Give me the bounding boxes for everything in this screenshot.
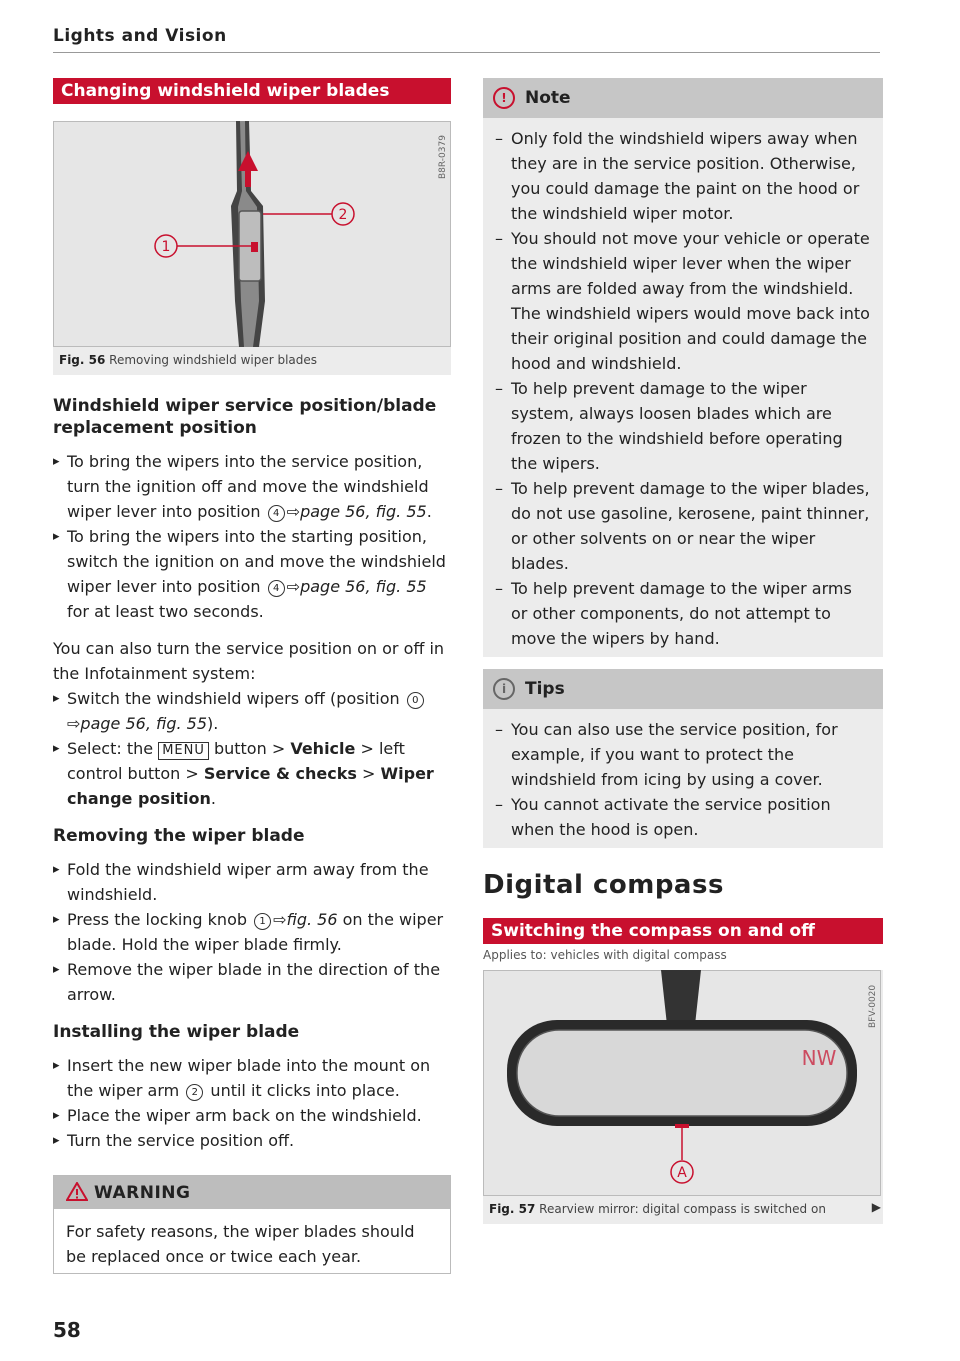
note-item: – To help prevent damage to the wiper arms or other components, do not attempt to move the wipers by hand. bbox=[493, 576, 873, 651]
step-switch-off: ▸ Switch the windshield wipers off (position 0 ⇨page 56, fig. 55). bbox=[53, 686, 451, 736]
xref-link[interactable]: page 56, fig. 55 bbox=[80, 714, 208, 733]
left-column bbox=[53, 78, 451, 1274]
position-0-icon: 0 bbox=[407, 692, 424, 709]
warning-triangle-icon bbox=[66, 1182, 88, 1201]
step-select-menu: ▸ Select: the MENU button > Vehicle > left control button > Service & checks > Wiper change position. bbox=[53, 736, 451, 811]
step-remove-1: ▸ Fold the windshield wiper arm away from the windshield. bbox=[53, 857, 451, 907]
fig56-code: B8R-0379 bbox=[438, 135, 448, 179]
note-item: – You should not move your vehicle or operate the windshield wiper lever when the wiper arms are folded away from the windshield. The windshield wipers would move back into their original position and could damage the hood and windshield. bbox=[493, 226, 873, 376]
tips-list bbox=[483, 709, 883, 848]
steps-service bbox=[53, 449, 451, 624]
step-install-2: ▸ Place the wiper arm back on the windshield. bbox=[53, 1103, 451, 1128]
fig56-label: Fig. 56 bbox=[59, 353, 106, 367]
note-exclamation-icon: ! bbox=[493, 87, 515, 109]
fig56-caption bbox=[53, 347, 451, 375]
fig57-label: Fig. 57 bbox=[489, 1202, 536, 1216]
mount-2-icon: 2 bbox=[186, 1084, 203, 1101]
xref-link[interactable]: fig. 56 bbox=[286, 910, 338, 929]
section-title-wiper: Changing windshield wiper blades bbox=[53, 78, 451, 104]
steps-install bbox=[53, 1053, 451, 1153]
right-column bbox=[483, 78, 883, 1224]
tips-item: – You can also use the service position, for example, if you want to protect the windshield from icing by using a cover. bbox=[493, 717, 873, 792]
figure-57 bbox=[483, 970, 883, 1224]
fig56-callout-1: 1 bbox=[161, 239, 171, 255]
note-box bbox=[483, 78, 883, 657]
wiper-illustration bbox=[53, 121, 451, 347]
heading-service-position: Windshield wiper service position/blade replacement position bbox=[53, 396, 437, 438]
note-item: – Only fold the windshield wipers away when they are in the service position. Otherwise, you could damage the paint on the hood or the windshield wiper motor. bbox=[493, 126, 873, 226]
rearview-mirror-illustration bbox=[483, 970, 881, 1196]
page-number: 58 bbox=[53, 1318, 81, 1342]
applies-to: Applies to: vehicles with digital compass bbox=[483, 948, 727, 962]
fig56-callout-2: 2 bbox=[338, 207, 348, 223]
fig57-code: BFV-0020 bbox=[868, 984, 878, 1028]
warning-title: WARNING bbox=[54, 1176, 450, 1209]
step-service-1: ▸ To bring the wipers into the service position, turn the ignition off and move the windshield wiper lever into position 4 ⇨page 56, fig. 55. bbox=[53, 449, 451, 524]
heading-remove-blade: Removing the wiper blade bbox=[53, 826, 305, 846]
para-infotainment: You can also turn the service position on or off in the Infotainment system: bbox=[53, 639, 445, 683]
figure-56 bbox=[53, 121, 451, 375]
steps-remove bbox=[53, 857, 451, 1007]
compass-display: NW bbox=[801, 1046, 837, 1070]
tips-box bbox=[483, 669, 883, 848]
tips-item: – You cannot activate the service position when the hood is open. bbox=[493, 792, 873, 842]
heading-install-blade: Installing the wiper blade bbox=[53, 1022, 300, 1042]
position-4-icon: 4 bbox=[268, 580, 285, 597]
step-install-1: ▸ Insert the new wiper blade into the mount on the wiper arm 2 until it clicks into place. bbox=[53, 1053, 451, 1103]
running-header: Lights and Vision bbox=[53, 26, 227, 46]
warning-box bbox=[53, 1175, 451, 1274]
heading-digital-compass: Digital compass bbox=[483, 870, 724, 900]
info-icon: i bbox=[493, 678, 515, 700]
fig56-caption-text: Removing windshield wiper blades bbox=[109, 353, 318, 367]
step-remove-3: ▸ Remove the wiper blade in the direction of the arrow. bbox=[53, 957, 451, 1007]
step-service-2: ▸ To bring the wipers into the starting position, switch the ignition on and move the windshield wiper lever into position 4 ⇨page 56, fig. 55 for at least two seconds. bbox=[53, 524, 451, 624]
warning-body: For safety reasons, the wiper blades should be replaced once or twice each year. bbox=[66, 1222, 415, 1266]
header-rule bbox=[53, 52, 880, 53]
note-item: – To help prevent damage to the wiper blades, do not use gasoline, kerosene, paint thinner, or other solvents on or near the wiper blades. bbox=[493, 476, 873, 576]
continue-arrow-icon: ▶ bbox=[871, 1200, 881, 1214]
note-item: – To help prevent damage to the wiper system, always loosen blades which are frozen to the windshield before operating the wipers. bbox=[493, 376, 873, 476]
steps-infotainment bbox=[53, 686, 451, 811]
position-4-icon: 4 bbox=[268, 505, 285, 522]
xref-link[interactable]: page 56, fig. 55 bbox=[300, 577, 427, 596]
step-remove-2: ▸ Press the locking knob 1 ⇨fig. 56 on the wiper blade. Hold the wiper blade firmly. bbox=[53, 907, 451, 957]
note-list bbox=[483, 118, 883, 657]
xref-link[interactable]: page 56, fig. 55 bbox=[300, 502, 427, 521]
menu-key: MENU bbox=[158, 742, 209, 760]
fig57-caption bbox=[483, 1196, 883, 1224]
note-title: ! Note bbox=[483, 78, 883, 118]
step-install-3: ▸ Turn the service position off. bbox=[53, 1128, 451, 1153]
section-title-compass: Switching the compass on and off bbox=[483, 918, 883, 944]
fig57-caption-text: Rearview mirror: digital compass is switched on bbox=[539, 1202, 826, 1216]
fig57-callout-a: A bbox=[677, 1165, 687, 1181]
knob-1-icon: 1 bbox=[254, 913, 271, 930]
tips-title: i Tips bbox=[483, 669, 883, 709]
